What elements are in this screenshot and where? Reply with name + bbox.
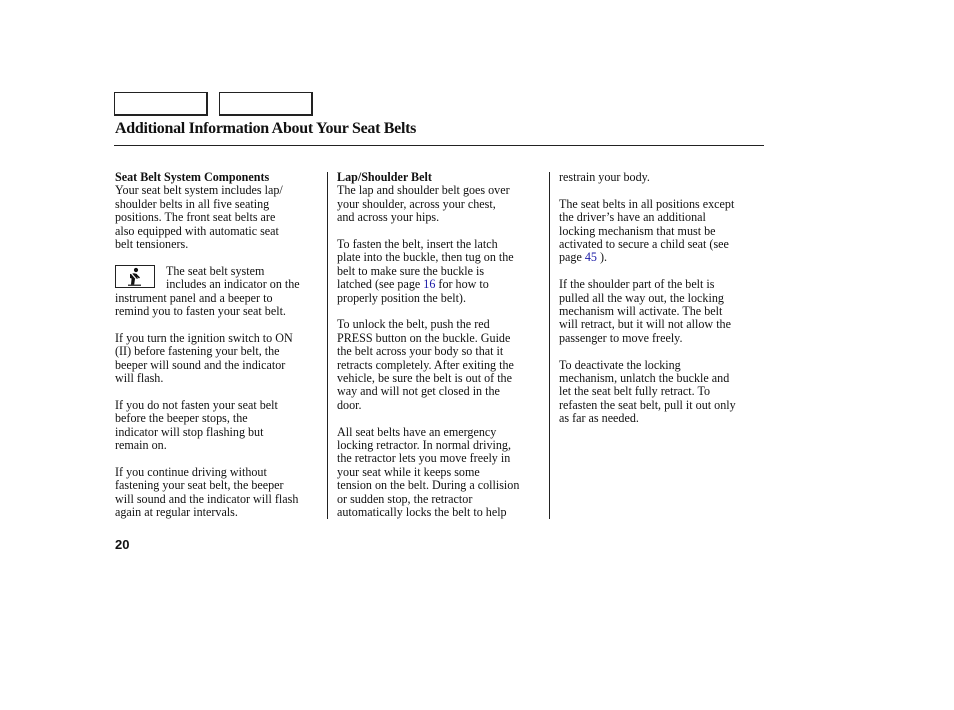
seat-belt-reminder-icon [125, 267, 145, 286]
column-seat-belt-components [115, 171, 323, 533]
text-line: Your seat belt system includes lap/ [115, 183, 283, 198]
text-line [559, 251, 764, 264]
text-line [337, 278, 545, 291]
page-link-16[interactable]: 16 [423, 277, 436, 292]
paragraph-restrain [559, 171, 764, 184]
paragraph-deactivate [559, 359, 764, 426]
text-line: again at regular intervals. [115, 505, 238, 520]
text-line: beeper will sound and the indicator [115, 357, 286, 372]
text-line: includes an indicator on the [166, 277, 300, 292]
text-line: If you continue driving without [115, 464, 267, 479]
page-link-45[interactable]: 45 [584, 250, 597, 265]
text-line: All seat belts have an emergency [337, 424, 497, 439]
text-line: locking mechanism that must be [559, 223, 716, 238]
paragraph-continue-driving [115, 466, 323, 520]
text-line: If you turn the ignition switch to ON [115, 330, 293, 345]
title-divider [114, 145, 764, 146]
paragraph-retractor [337, 426, 545, 520]
text-line: or sudden stop, the retractor [337, 491, 473, 506]
text-fragment: page [559, 250, 585, 265]
text-line: the belt across your body so that it [337, 344, 504, 359]
text-line: will retract, but it will not allow the [559, 317, 731, 332]
text-line: The lap and shoulder belt goes over [337, 183, 510, 198]
text-line: the driver’s have an additional [559, 210, 706, 225]
text-line: mechanism, unlatch the buckle and [559, 371, 730, 386]
text-line: and across your hips. [337, 210, 440, 225]
text-fragment: ). [596, 250, 608, 265]
text-line: restrain your body. [559, 170, 650, 184]
text-line: before the beeper stops, the [115, 411, 248, 426]
text-fragment: latched (see page [337, 277, 424, 292]
text-line: remain on. [115, 438, 167, 453]
text-line: vehicle, be sure the belt is out of the [337, 371, 512, 386]
text-line: PRESS button on the buckle. Guide [337, 330, 511, 345]
text-line: The seat belt system [166, 263, 265, 278]
text-line: belt to make sure the buckle is [337, 263, 485, 278]
text-line: let the seat belt fully retract. To [559, 384, 711, 399]
column-lap-shoulder-belt [337, 171, 545, 533]
text-line: mechanism will activate. The belt [559, 304, 723, 319]
paragraph-child-seat-lock [559, 198, 764, 265]
text-line: positions. The front seat belts are [115, 210, 276, 225]
paragraph-beeper-stops [115, 399, 323, 453]
column-divider-2 [549, 172, 550, 519]
section-heading-lap-shoulder: Lap/Shoulder Belt [337, 170, 432, 184]
text-line: If you do not fasten your seat belt [115, 397, 278, 412]
text-line: belt tensioners. [115, 237, 189, 252]
text-line: To unlock the belt, push the red [337, 317, 490, 332]
text-line: refasten the seat belt, pull it out only [559, 397, 736, 412]
page-number: 20 [115, 537, 130, 552]
text-line: (II) before fastening your belt, the [115, 344, 280, 359]
text-line: pulled all the way out, the locking [559, 290, 724, 305]
text-line: your shoulder, across your chest, [337, 196, 496, 211]
paragraph-components-intro [115, 184, 323, 251]
text-line: The seat belts in all positions except [559, 196, 735, 211]
column-divider-1 [327, 172, 328, 519]
paragraph-belt-route [337, 184, 545, 224]
text-line: as far as needed. [559, 411, 639, 426]
text-line: activated to secure a child seat (see [559, 237, 729, 252]
paragraph-ignition [115, 332, 323, 386]
text-line: fastening your seat belt, the beeper [115, 478, 284, 493]
text-line: your seat while it keeps some [337, 464, 480, 479]
text-line: passenger to move freely. [559, 330, 683, 345]
nav-button-1[interactable] [114, 92, 208, 116]
paragraph-locking-activate [559, 278, 764, 345]
text-line: the retractor lets you move freely in [337, 451, 511, 466]
text-line: instrument panel and a beeper to [115, 290, 273, 305]
text-line: also equipped with automatic seat [115, 223, 279, 238]
text-line: shoulder belts in all five seating [115, 196, 270, 211]
text-line: automatically locks the belt to help [337, 505, 507, 520]
column-continued [559, 171, 764, 439]
section-heading-components: Seat Belt System Components [115, 170, 270, 184]
text-line: locking retractor. In normal driving, [337, 438, 511, 453]
text-line: will flash. [115, 371, 164, 386]
text-line: way and will not get closed in the [337, 384, 500, 399]
text-line: If the shoulder part of the belt is [559, 277, 715, 292]
text-line: indicator will stop flashing but [115, 424, 264, 439]
text-line: To fasten the belt, insert the latch [337, 237, 498, 252]
text-fragment: for how to [435, 277, 489, 292]
text-line: properly position the belt). [337, 290, 466, 305]
page-title: Additional Information About Your Seat Belts [115, 120, 417, 137]
text-line: tension on the belt. During a collision [337, 478, 520, 493]
text-line: door. [337, 397, 362, 412]
text-line: remind you to fasten your seat belt. [115, 304, 286, 319]
seat-belt-reminder-indicator [115, 265, 155, 288]
text-line: will sound and the indicator will flash [115, 491, 299, 506]
paragraph-unlock [337, 318, 545, 412]
text-line: To deactivate the locking [559, 357, 681, 372]
nav-button-2[interactable] [219, 92, 313, 116]
text-line: plate into the buckle, then tug on the [337, 250, 514, 265]
text-line: retracts completely. After exiting the [337, 357, 514, 372]
paragraph-fasten [337, 238, 545, 305]
